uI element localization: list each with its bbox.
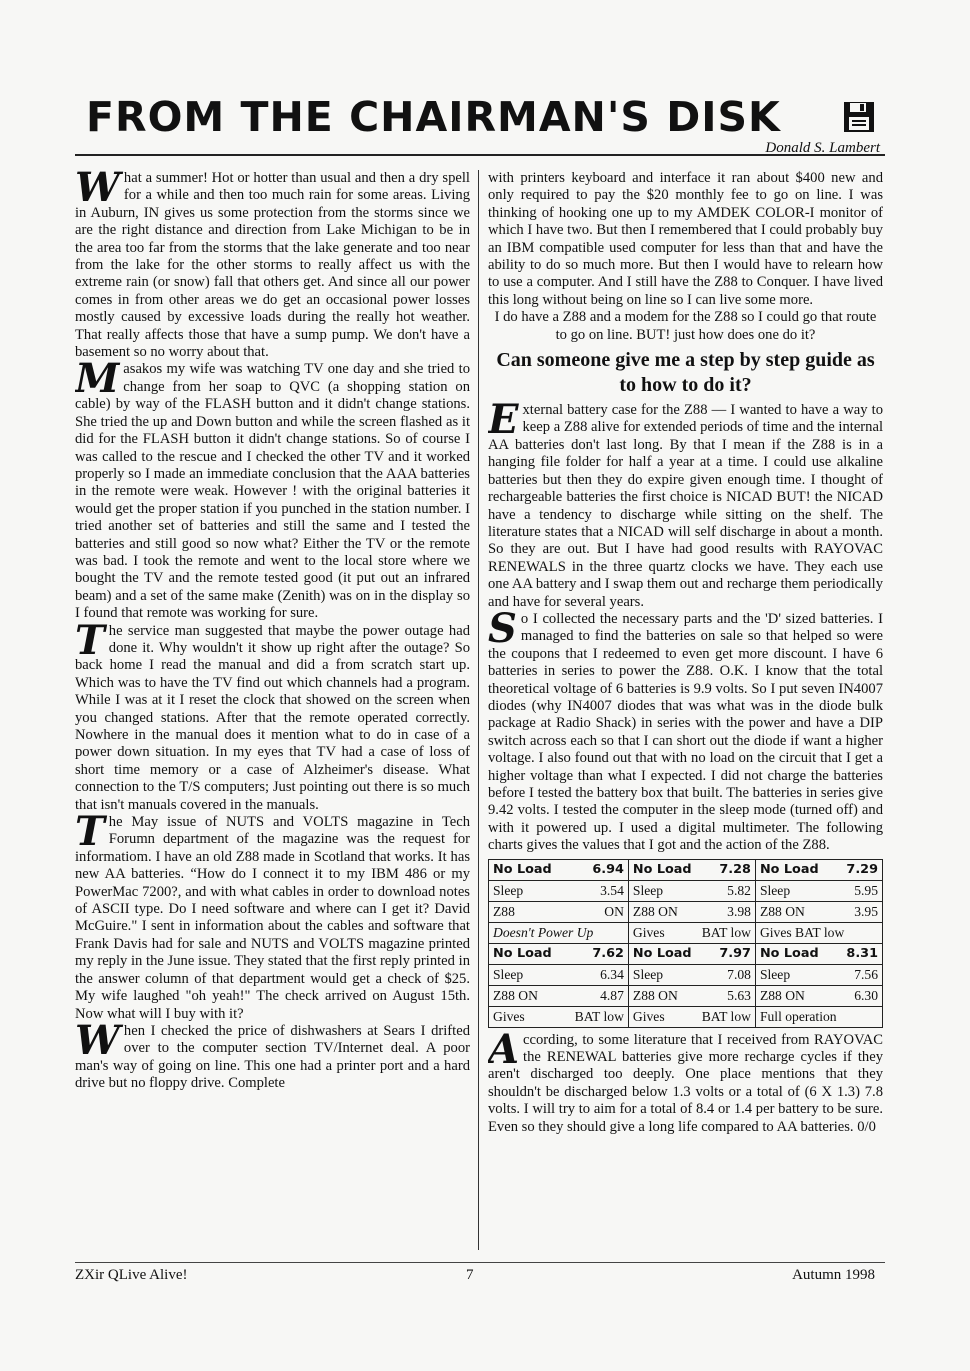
cell-label: Z88 ON — [493, 987, 538, 1003]
cell-label: Sleep — [632, 882, 664, 898]
cell-value: 3.95 — [854, 903, 878, 919]
cell-label: Full operation — [759, 1008, 837, 1024]
drop-cap: A — [488, 1025, 520, 1073]
table-row — [489, 922, 883, 943]
column-divider — [478, 170, 479, 1250]
drop-cap: E — [488, 396, 519, 444]
page-title: FROM THE CHAIRMAN'S DISK — [86, 93, 781, 141]
cell-label: Gives — [632, 924, 665, 940]
table-cell — [489, 922, 629, 943]
table-cell — [628, 943, 755, 964]
cell-value: BAT low — [574, 1008, 624, 1024]
table-cell — [755, 1006, 882, 1027]
table-row — [489, 964, 883, 985]
page-number: 7 — [466, 1267, 474, 1283]
cell-value: 8.31 — [846, 945, 878, 961]
cell-value: 6.34 — [600, 966, 624, 982]
author-byline: Donald S. Lambert — [765, 140, 880, 156]
table-cell — [755, 922, 882, 943]
cell-value: BAT low — [701, 924, 751, 940]
table-cell — [489, 1006, 629, 1027]
footer-rule — [75, 1262, 885, 1263]
table-row — [489, 859, 883, 880]
cell-label: No Load — [493, 945, 552, 961]
table-cell — [489, 985, 629, 1006]
cell-label: No Load — [632, 945, 692, 961]
paragraph-battery-case: External battery case for the Z88 — I wanted to have a way to keep a Z88 alive for extended periods of time and the internal AA batteries don't last long. By that I mean if the Z88 is in a hanging file folder for half a year at a time. I could use alkaline batteries but then they do expire given enough time. I thought of rechargeable batteries the first choice is NICAD BUT! the NICAD have a tendency to discharge while sitting on the shelf. The literature states that a NICAD will self discharge in about a month. So they are out. But I have had good results with RAYOVAC RENEWALS in the three quartz clocks we have. They each use one AA battery and I swap them out and recharge them periodically and have for several years. — [488, 396, 883, 610]
cell-label: Sleep — [493, 966, 524, 982]
cell-label: Sleep — [759, 966, 791, 982]
cell-label: Sleep — [493, 882, 524, 898]
cell-label: No Load — [493, 861, 552, 877]
cell-value: 5.95 — [854, 882, 878, 898]
left-column — [75, 170, 470, 1238]
table-cell — [628, 964, 755, 985]
header-rule — [75, 154, 885, 156]
drop-cap: T — [75, 808, 105, 856]
cell-label: Gives — [632, 1008, 665, 1024]
table-cell — [755, 859, 882, 880]
cell-label: Sleep — [759, 882, 791, 898]
table-cell — [755, 985, 882, 1006]
cell-label: Z88 ON — [632, 987, 678, 1003]
cell-label: Z88 ON — [632, 903, 678, 919]
cell-label: No Load — [759, 861, 819, 877]
table-cell — [628, 901, 755, 922]
cell-value: 6.94 — [592, 861, 624, 877]
cell-value: 4.87 — [600, 987, 624, 1003]
cell-value: ON — [604, 903, 624, 919]
table-cell — [489, 901, 629, 922]
table-row — [489, 985, 883, 1006]
table-row — [489, 880, 883, 901]
cell-label: Gives — [493, 1008, 525, 1024]
footer-publication: ZXir QLive Alive! — [75, 1267, 188, 1283]
cell-label: Sleep — [632, 966, 664, 982]
drop-cap: M — [75, 355, 120, 403]
cell-value: 7.28 — [719, 861, 751, 877]
table-cell — [489, 859, 629, 880]
paragraph-summer: What a summer! Hot or hotter than usual and then a dry spell for a while and then too much rain for some areas. Living in Auburn, IN gives us some protection from the storms since we are the right distance and direction from Lake Michigan to be in the area too far from the storms that the lake generate and too near from the lake for the other storms to really affect us with the extreme rain (or snow) fall that others get. And since all our power comes in from other areas we do get an occasional power losses mostly caused by excessive loads during the really hot weather. That really affects those that have a sump pump. We don't have a basement so no worry about that. — [75, 170, 470, 361]
table-row — [489, 901, 883, 922]
cell-label: Z88 — [493, 903, 515, 919]
cell-label: No Load — [632, 861, 692, 877]
table-cell — [755, 880, 882, 901]
paragraph-parts: So I collected the necessary parts and the 'D' sized batteries. I managed to find the batteries on sale so that helped so were the coupons that I redeemed to even get more discount. I have 6 batteries in series to power the Z88. O.K. I know that the total theoretical voltage of 6 batteries is 9.9 volts. So I put seven IN4007 diodes (why IN4007 diodes that was what was in the diode bulk package at Radio Shack) in series with the power and have a DIP switch across each so that I can short out the diode if want a higher voltage. I also found out that with no load on the circuit that I get a higher voltage than what I expected. I did not charge the batteries before I tested the battery box that built. The batteries in series give 9.42 volts. I tested the computer in the sleep mode (turned off) and with it powered up. I used a digital multimeter. The following charts gives the values that I got and the action of the Z88. — [488, 604, 883, 854]
cell-value: 3.54 — [600, 882, 624, 898]
cell-value: 7.62 — [592, 945, 624, 961]
table-cell — [628, 922, 755, 943]
right-column — [488, 170, 883, 1238]
footer-issue: Autumn 1998 — [792, 1267, 875, 1283]
paragraph-printers: with printers keyboard and interface it ran about $400 new and only required to pay the $20 monthly fee to go on line. I was thinking of hooking one up to my AMDEK COLOR-I monitor of which I have two. But then I remembered that I could probably buy an IBM compatible used computer for less than that and have the ability to do so much more. But then I would have to relearn how to use a computer. And I still have the Z88 to Conquer. I have lived this long without being on line so I can live some more. — [488, 170, 883, 308]
paragraph-dishwashers: When I checked the price of dishwashers at Sears I drifted over to the computer section TV/Internet deal. A poor man's way of going on line. This one had a printer port and a hard drive but no floppy drive. Complete — [75, 1016, 470, 1092]
cell-label: Doesn't Power Up — [493, 924, 594, 940]
cell-value: 7.29 — [846, 861, 878, 877]
section-heading: Can someone give me a step by step guide as to how to do it? — [496, 349, 875, 397]
table-cell — [755, 964, 882, 985]
table-cell — [628, 1006, 755, 1027]
drop-cap: T — [75, 616, 105, 664]
drop-cap: S — [488, 604, 517, 652]
table-cell — [489, 964, 629, 985]
table-cell — [628, 985, 755, 1006]
cell-value: 6.30 — [854, 987, 878, 1003]
table-cell — [628, 859, 755, 880]
cell-label: Z88 ON — [759, 903, 805, 919]
drop-cap: W — [75, 1016, 120, 1064]
cell-value: BAT low — [701, 1008, 751, 1024]
paragraph-nuts-volts: The May issue of NUTS and VOLTS magazine in Tech Forumn department of the magazine was the request for informatiom. I have an old Z88 made in Scotland that works. It has new AA batteries. “How do I connect it to my IBM 486 or my PowerMac 7200?, and with what cables in order to download notes of ASCII type. Do I need software and where can I get it? David McGuire." I sent in information about the cables and software that Frank Davis had for sale and NUTS and VOLTS magazine printed my reply in the June issue. They stated that the first reply printed in the answer column of that department would get a check of $25. My wife laughed "oh yeah!" The check arrived on August 15th. Now what will I buy with it? — [75, 808, 470, 1022]
cell-value: 7.56 — [854, 966, 878, 982]
paragraph-rayovac: According, to some literature that I received from RAYOVAC the RENEWAL batteries give more recharge cycles if they aren't discharged too deeply. One place mentions that they shouldn't be discharged below 1.3 volts or a total of (6 X 1.3) 7.8 volts. I will try to aim for a total of 8.4 or 1.4 per battery to be sure. Even so they should give a long life compared to AA batteries. 0/0 — [488, 1025, 883, 1135]
cell-label: Gives BAT low — [759, 924, 845, 940]
cell-label: Z88 ON — [759, 987, 805, 1003]
cell-value: 5.82 — [727, 882, 751, 898]
cell-label: No Load — [759, 945, 819, 961]
battery-voltage-table — [488, 859, 883, 1028]
cell-value: 7.97 — [719, 945, 751, 961]
table-cell — [489, 880, 629, 901]
drop-cap: W — [75, 170, 120, 211]
table-cell — [628, 880, 755, 901]
table-cell — [755, 943, 882, 964]
floppy-disk-icon — [842, 100, 876, 134]
paragraph-service-man: The service man suggested that maybe the power outage had done it. Why wouldn't it show up right after the outage? So back home I read the manual and did a from scratch start up. Which was to have the TV find out which channels had a program. While I was at it I reset the clock that showed on the screen when you changed stations. After that the remote operated correctly. Nowhere in the manual does it mention what to do in case of a power down situation. In my eyes that TV had a case of loss of short time memory or a case of Alzheimer's disease. What connection to the T/S computers; Just pointing out there is so much that isn't manuals covered in the manuals. — [75, 616, 470, 813]
cell-value: 7.08 — [727, 966, 751, 982]
cell-value: 3.98 — [727, 903, 751, 919]
paragraph-tv-remote: Masakos my wife was watching TV one day and she tried to change from her soap to QVC (a shopping station on cable) by way of the FLASH button and it didn't change stations. She tried the up and Down button and while the screen flashed as it did for the FLASH button it didn't change stations. So of course I was called to the rescue and I checked the other TV and it worked properly so I made an immediate conclusion that the AAA batteries in the remote were weak. However ! with the original batteries it would get the proper station if you punched in the station number. I tried another set of batteries and still the same and I tested the batteries and still good so now what? Either the TV or the remote was bad. I took the remote and went to the local store where we bought the TV and the remote tested good (it put out an infrared beam) and a set of the same make (Zenith) was on in the display so I found that remote was working for sure. — [75, 355, 470, 622]
cell-value: 5.63 — [727, 987, 751, 1003]
table-row — [489, 1006, 883, 1027]
table-row — [489, 943, 883, 964]
table-cell — [755, 901, 882, 922]
table-cell — [489, 943, 629, 964]
paragraph-modem: I do have a Z88 and a modem for the Z88 so I could go that route to go on line. BUT! just how does one do it? — [494, 309, 877, 343]
